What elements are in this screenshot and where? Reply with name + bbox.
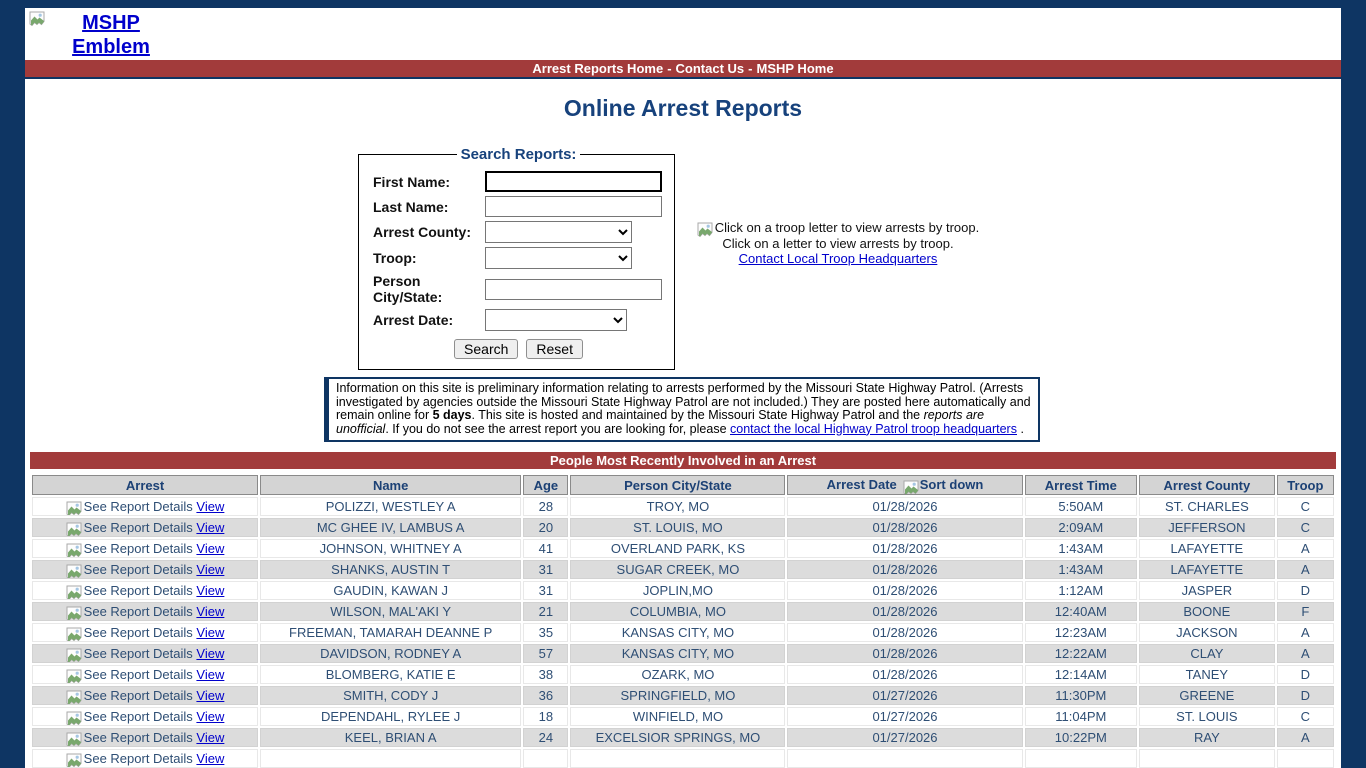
col-header-person-city-state[interactable]: Person City/State [570,475,785,495]
person-city-state-cell: COLUMBIA, MO [570,602,785,621]
see-report-details-label: See Report Details [83,561,193,577]
see-report-details-icon [66,690,82,705]
age-cell: 36 [523,686,568,705]
see-report-details-label: See Report Details [83,540,193,556]
arrest-time-cell: 11:30PM [1025,686,1138,705]
arrest-time-cell: 1:43AM [1025,539,1138,558]
troop-cell: A [1277,728,1334,747]
arrest-date-label: Arrest Date: [373,312,454,328]
arrest-cell [32,581,258,600]
see-report-details-icon [66,501,82,516]
view-report-link[interactable]: View [196,666,225,682]
person-city-state-cell: EXCELSIOR SPRINGS, MO [570,728,785,747]
age-cell: 35 [523,623,568,642]
arrest-cell [32,707,258,726]
nav-contact-us[interactable]: Contact Us [675,61,745,76]
view-report-link[interactable]: View [196,750,225,766]
table-row [32,602,1334,621]
arrest-county-cell: JACKSON [1139,623,1275,642]
person-city-state-cell: JOPLIN,MO [570,581,785,600]
name-cell: DAVIDSON, RODNEY A [260,644,521,663]
name-cell: POLIZZI, WESTLEY A [260,497,521,516]
arrest-date-cell: 01/28/2026 [787,644,1022,663]
table-row [32,644,1334,663]
table-banner: People Most Recently Involved in an Arrest [30,452,1336,469]
troop-cell: C [1277,707,1334,726]
name-cell: SHANKS, AUSTIN T [260,560,521,579]
person-city-state-cell: TROY, MO [570,497,785,516]
arrest-table-body [32,497,1334,768]
table-row [32,728,1334,747]
arrest-time-cell: 1:43AM [1025,560,1138,579]
arrest-time-cell: 5:50AM [1025,497,1138,516]
age-cell: 24 [523,728,568,747]
troop-cell: F [1277,602,1334,621]
see-report-details-label: See Report Details [83,498,193,514]
see-report-details-icon [66,543,82,558]
arrest-date-cell: 01/28/2026 [787,560,1022,579]
person-city-state-cell: SUGAR CREEK, MO [570,560,785,579]
view-report-link[interactable]: View [196,540,225,556]
arrest-county-cell: JEFFERSON [1139,518,1275,537]
arrest-time-cell: 2:09AM [1025,518,1138,537]
arrest-county-cell: RAY [1139,728,1275,747]
age-cell: 20 [523,518,568,537]
view-report-link[interactable]: View [196,498,225,514]
table-row [32,686,1334,705]
contact-local-troop-link[interactable]: Contact Local Troop Headquarters [738,251,938,266]
col-header-age[interactable]: Age [523,475,568,495]
page-frame [25,8,1341,768]
troop-info-line1: Click on a troop letter to view arrests by troop. [673,220,1003,236]
name-cell: DEPENDAHL, RYLEE J [260,707,521,726]
arrest-cell [32,644,258,663]
arrest-date-cell: 01/28/2026 [787,497,1022,516]
see-report-details-label: See Report Details [83,624,193,640]
name-cell: WILSON, MAL'AKI Y [260,602,521,621]
arrest-time-cell: 12:23AM [1025,623,1138,642]
troop-cell: D [1277,665,1334,684]
reset-button[interactable]: Reset [526,339,583,359]
search-reports-form [358,146,675,370]
arrest-cell [32,497,258,516]
arrest-time-cell: 12:22AM [1025,644,1138,663]
arrest-cell [32,749,258,768]
arrest-date-cell: 01/27/2026 [787,728,1022,747]
name-cell: SMITH, CODY J [260,686,521,705]
troop-cell [1277,749,1334,768]
arrest-county-cell: BOONE [1139,602,1275,621]
name-cell: KEEL, BRIAN A [260,728,521,747]
arrest-date-cell: 01/28/2026 [787,539,1022,558]
nav-arrest-reports-home[interactable]: Arrest Reports Home [532,61,664,76]
col-header-arrest-county[interactable]: Arrest County [1139,475,1275,495]
age-cell: 21 [523,602,568,621]
col-header-arrest[interactable]: Arrest [32,475,258,495]
age-cell: 28 [523,497,568,516]
arrest-cell [32,623,258,642]
arrest-cell [32,539,258,558]
table-row [32,581,1334,600]
disclaimer-bold: 5 days [432,408,472,422]
troop-info-line2: Click on a letter to view arrests by troop. [722,235,954,251]
mshp-emblem-link[interactable]: MSHP Emblem [72,12,150,58]
arrests-table [30,473,1336,768]
arrest-county-select[interactable] [485,221,632,243]
see-report-details-label: See Report Details [83,750,193,766]
view-report-link[interactable]: View [196,561,225,577]
see-report-details-label: See Report Details [83,708,193,724]
contact-troop-headquarters-link[interactable]: contact the local Highway Patrol troop headquarters [730,421,1017,436]
person-city-state-cell: KANSAS CITY, MO [570,644,785,663]
see-report-details-icon [66,585,82,600]
see-report-details-label: See Report Details [83,645,193,661]
arrest-date-cell: 01/28/2026 [787,518,1022,537]
view-report-link[interactable]: View [196,519,225,535]
table-row [32,497,1334,516]
see-report-details-label: See Report Details [83,666,193,682]
troop-cell: A [1277,560,1334,579]
arrest-cell [32,518,258,537]
arrest-date-cell [787,749,1022,768]
troop-label: Troop: [373,250,417,266]
arrest-time-cell: 11:04PM [1025,707,1138,726]
age-cell: 31 [523,581,568,600]
nav-separator: - [748,61,753,76]
see-report-details-label: See Report Details [83,687,193,703]
troop-info-block [673,220,1003,267]
view-report-link[interactable]: View [196,687,225,703]
person-city-state-cell [570,749,785,768]
disclaimer-text: Information on this site is preliminary information relating to arrests performed by the Missouri State Highway Patrol. (Arrests investigated by agencies outside the Missouri State Highway Patrol are not included.) They are posted here automatically and remain online for [336,381,1031,422]
person-city-state-label: Person City/State: [373,273,443,305]
see-report-details-icon [66,564,82,579]
name-cell [260,749,521,768]
disclaimer-italic: reports are unofficial [336,408,985,436]
name-cell: FREEMAN, TAMARAH DEANNE P [260,623,521,642]
broken-image-icon [29,11,45,27]
troop-cell: C [1277,518,1334,537]
troop-cell: A [1277,539,1334,558]
see-report-details-icon [66,627,82,642]
table-row [32,707,1334,726]
see-report-details-icon [66,648,82,663]
search-button[interactable]: Search [454,339,518,359]
view-report-link[interactable]: View [196,708,225,724]
age-cell: 31 [523,560,568,579]
broken-image-icon [697,222,713,238]
see-report-details-label: See Report Details [83,582,193,598]
col-header-troop[interactable]: Troop [1277,475,1334,495]
troop-cell: D [1277,686,1334,705]
age-cell: 38 [523,665,568,684]
person-city-state-cell: ST. LOUIS, MO [570,518,785,537]
troop-cell: C [1277,497,1334,516]
arrest-county-cell [1139,749,1275,768]
view-report-link[interactable]: View [196,729,225,745]
arrest-time-cell: 10:22PM [1025,728,1138,747]
sort-down-label: Sort down [919,477,984,493]
arrest-county-cell: ST. LOUIS [1139,707,1275,726]
view-report-link[interactable]: View [196,582,225,598]
search-zone [25,146,1341,357]
troop-cell: A [1277,644,1334,663]
troop-select[interactable] [485,247,632,269]
arrest-county-label: Arrest County: [373,224,472,240]
arrest-date-cell: 01/28/2026 [787,665,1022,684]
arrest-county-cell: LAFAYETTE [1139,560,1275,579]
troop-cell: A [1277,623,1334,642]
see-report-details-icon [66,753,82,768]
nav-mshp-home[interactable]: MSHP Home [756,61,834,76]
table-row [32,518,1334,537]
col-header-arrest-time[interactable]: Arrest Time [1025,475,1138,495]
top-navbar [25,60,1341,79]
see-report-details-label: See Report Details [83,603,193,619]
arrest-cell [32,686,258,705]
arrest-time-cell: 12:40AM [1025,602,1138,621]
person-city-state-cell: SPRINGFIELD, MO [570,686,785,705]
arrest-date-cell: 01/28/2026 [787,623,1022,642]
arrest-time-cell: 12:14AM [1025,665,1138,684]
arrest-date-select[interactable] [485,309,627,331]
last-name-input[interactable] [485,196,662,217]
age-cell: 57 [523,644,568,663]
nav-separator: - [667,61,672,76]
arrest-date-cell: 01/27/2026 [787,707,1022,726]
age-cell [523,749,568,768]
name-cell: JOHNSON, WHITNEY A [260,539,521,558]
arrest-cell [32,560,258,579]
arrest-county-cell: LAFAYETTE [1139,539,1275,558]
view-report-link[interactable]: View [196,603,225,619]
arrest-cell [32,728,258,747]
troop-cell: D [1277,581,1334,600]
sort-down-icon [903,480,919,495]
view-report-link[interactable]: View [196,645,225,661]
person-city-state-cell: WINFIELD, MO [570,707,785,726]
col-header-arrest-date[interactable]: Arrest Date Sort down [787,475,1022,495]
view-report-link[interactable]: View [196,624,225,640]
arrest-date-cell: 01/27/2026 [787,686,1022,705]
person-city-state-cell: KANSAS CITY, MO [570,623,785,642]
arrest-date-cell: 01/28/2026 [787,581,1022,600]
search-form-legend: Search Reports: [460,146,577,163]
first-name-label: First Name: [373,173,451,190]
see-report-details-icon [66,606,82,621]
age-cell: 41 [523,539,568,558]
disclaimer-box: Information on this site is preliminary information relating to arrests performed by the Missouri State Highway Patrol. (Arrests investigated by agencies outside the Missouri State Highway Patrol are not included.) They are posted here automatically and remain online for 5 days. This site is hosted and maintained by the Missouri State Highway Patrol and the reports are unofficial. If you do not see the arrest report you are looking for, please contact the local Highway Patrol troop headquarters . [324,377,1040,442]
see-report-details-icon [66,669,82,684]
arrest-date-cell: 01/28/2026 [787,602,1022,621]
arrest-time-cell: 1:12AM [1025,581,1138,600]
arrest-county-cell: ST. CHARLES [1139,497,1275,516]
col-header-name[interactable]: Name [260,475,521,495]
age-cell: 18 [523,707,568,726]
see-report-details-label: See Report Details [83,729,193,745]
name-cell: GAUDIN, KAWAN J [260,581,521,600]
name-cell: MC GHEE IV, LAMBUS A [260,518,521,537]
page-title: Online Arrest Reports [563,95,803,121]
arrest-county-cell: CLAY [1139,644,1275,663]
arrest-county-cell: TANEY [1139,665,1275,684]
arrest-cell [32,665,258,684]
see-report-details-icon [66,711,82,726]
name-cell: BLOMBERG, KATIE E [260,665,521,684]
arrest-county-cell: GREENE [1139,686,1275,705]
person-city-state-cell: OZARK, MO [570,665,785,684]
see-report-details-icon [66,732,82,747]
header-band [25,8,1341,60]
see-report-details-label: See Report Details [83,519,193,535]
see-report-details-icon [66,522,82,537]
table-row [32,665,1334,684]
table-row [32,560,1334,579]
arrest-time-cell [1025,749,1138,768]
table-row [32,623,1334,642]
arrest-county-cell: JASPER [1139,581,1275,600]
person-city-state-cell: OVERLAND PARK, KS [570,539,785,558]
last-name-label: Last Name: [373,198,449,215]
person-city-state-input[interactable] [485,279,662,300]
table-row [32,749,1334,768]
table-row [32,539,1334,558]
arrest-cell [32,602,258,621]
first-name-input[interactable] [485,171,662,192]
